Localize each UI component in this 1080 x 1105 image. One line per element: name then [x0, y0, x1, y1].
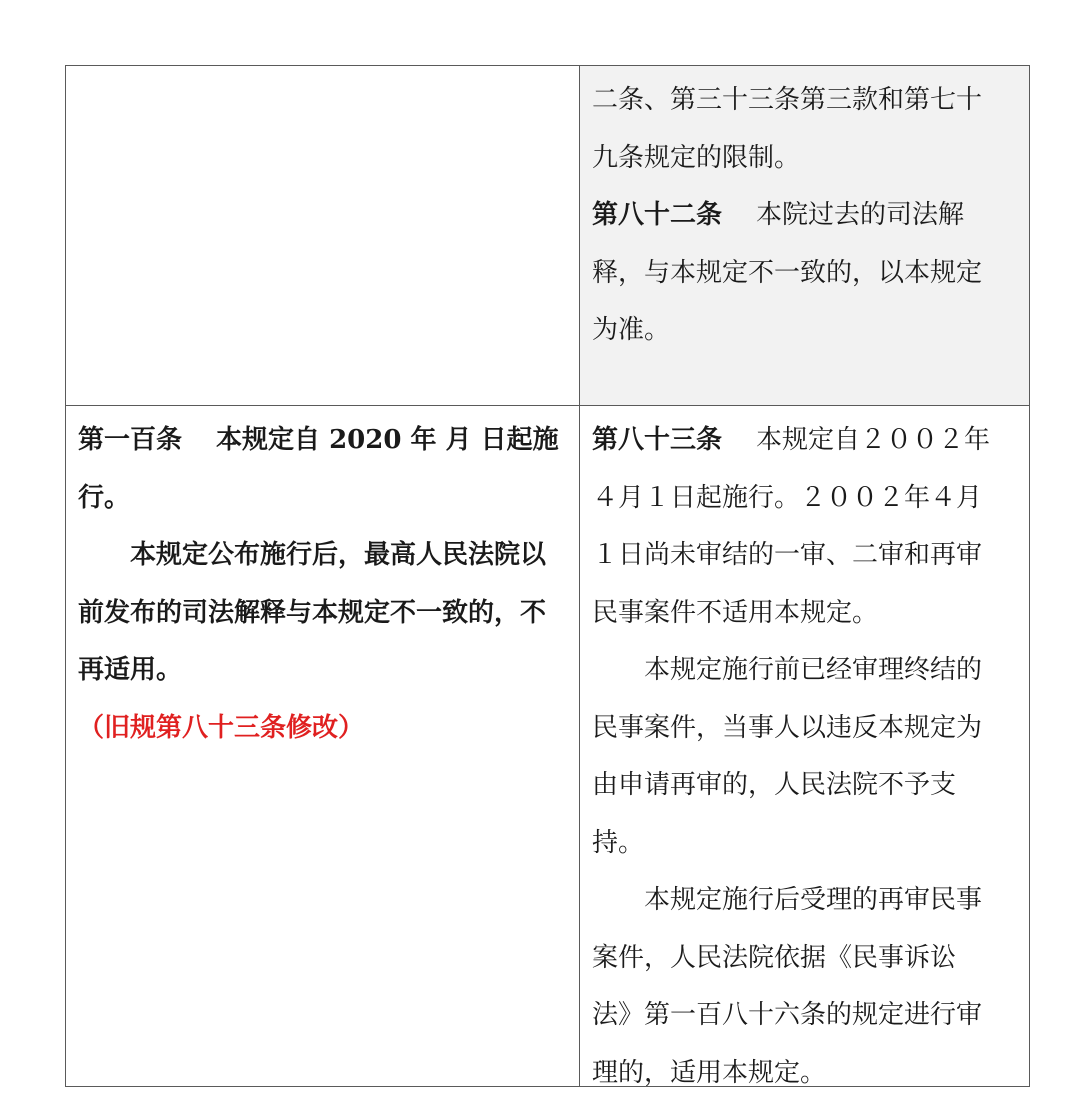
- article-82: [592, 187, 1019, 245]
- paragraph-line: [78, 527, 567, 585]
- text-line: 持。: [592, 827, 645, 858]
- text-line: 行。: [78, 482, 131, 513]
- paragraph-line: [592, 872, 1019, 930]
- text-line: 民事案件，当事人以违反本规定为: [592, 712, 983, 743]
- text-line: 前发布的司法解释与本规定不一致的，不: [78, 597, 547, 628]
- article-label: 第八十二条: [592, 200, 723, 230]
- article-83: [592, 412, 1019, 470]
- amendment-note: （旧规第八十三条修改）: [78, 712, 365, 743]
- table-cell-old-rule-top: [580, 66, 1029, 406]
- article-label: 第一百条: [78, 425, 183, 455]
- text-line: 二条、第三十三条第三款和第七十: [592, 85, 983, 115]
- text-line: 再适用。: [78, 655, 183, 685]
- article-text: 本规定自２００２年: [756, 425, 991, 455]
- article-text: 本院过去的司法解: [756, 200, 965, 230]
- comparison-table: [65, 65, 1030, 1087]
- table-cell-new-rule-article-100: [66, 406, 580, 1086]
- paragraph-text: 本规定公布施行后，最高人民法院以: [130, 540, 547, 570]
- table-cell-old-rule-article-83: [580, 406, 1029, 1086]
- paragraph-line: [592, 642, 1019, 700]
- table-cell-new-rule-empty: [66, 66, 580, 406]
- text-line: 为准。: [592, 315, 671, 345]
- article-100: [78, 412, 567, 470]
- text-line: 九条规定的限制。: [592, 142, 801, 173]
- text-line: 法》第一百八十六条的规定进行审: [592, 1000, 983, 1030]
- article-label: 第八十三条: [592, 425, 723, 455]
- paragraph-text: 本规定施行后受理的再审民事: [644, 885, 983, 915]
- text-line: ４月１日起施行。２００２年４月: [592, 482, 983, 513]
- text-line: 民事案件不适用本规定。: [592, 597, 879, 628]
- text-line: 理的，适用本规定。: [592, 1057, 827, 1086]
- text-line: 案件，人民法院依据《民事诉讼: [592, 942, 957, 973]
- article-text: 本规定自 2020 年 月 日起施: [216, 425, 559, 455]
- paragraph-text: 本规定施行前已经审理终结的: [644, 655, 983, 685]
- text-line: １日尚未审结的一审、二审和再审: [592, 540, 983, 570]
- text-line: 由申请再审的，人民法院不予支: [592, 770, 957, 800]
- text-line: 释，与本规定不一致的，以本规定: [592, 257, 983, 288]
